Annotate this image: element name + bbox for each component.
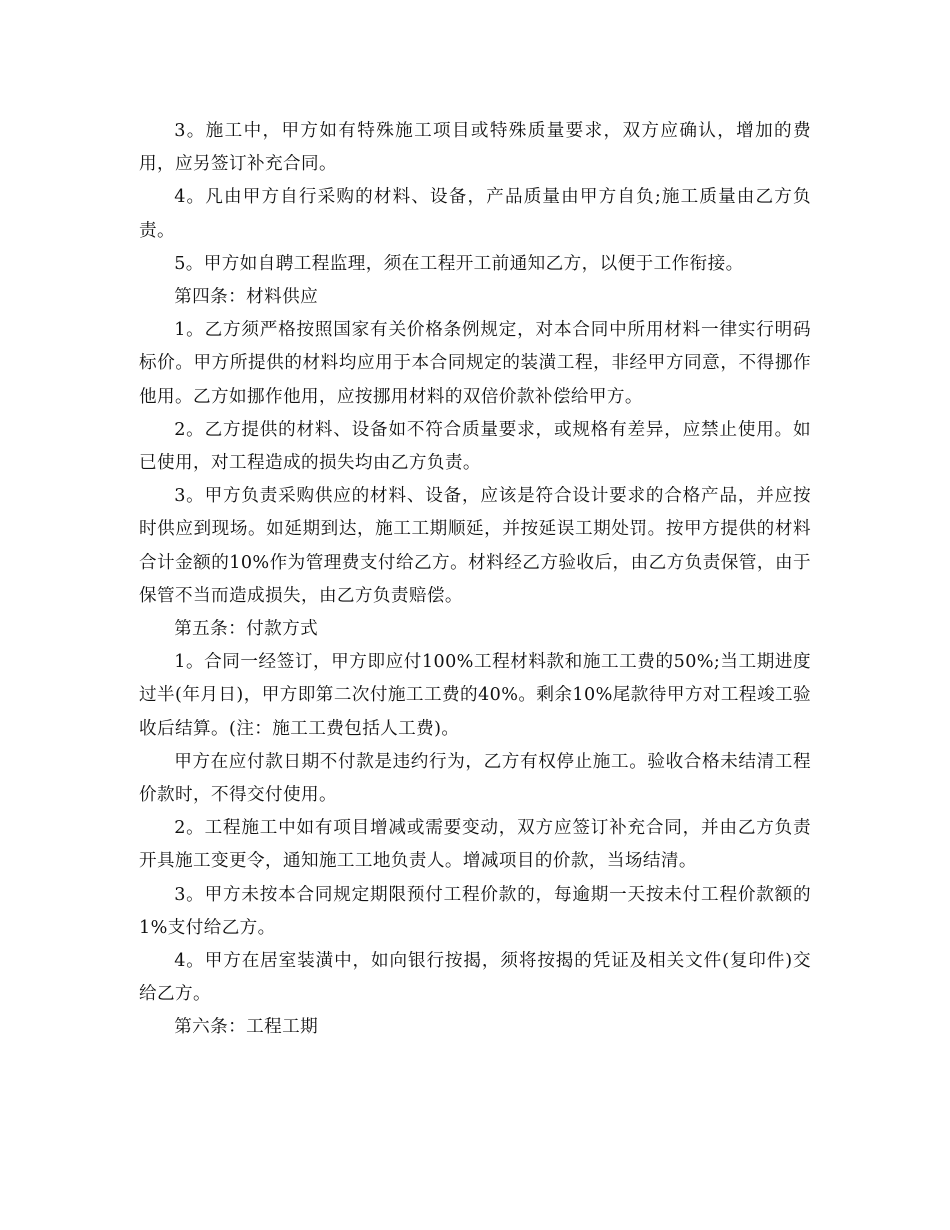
paragraph-article-4-item-2: 2。乙方提供的材料、设备如不符合质量要求，或规格有差异，应禁止使用。如已使用，对工程造成的损失均由乙方负责。	[139, 419, 811, 474]
paragraph-article-5-item-4: 4。甲方在居室装潢中，如向银行按揭，须将按揭的凭证及相关文件(复印件)交给乙方。	[139, 951, 811, 1005]
paragraph-article-5-item-1: 1。合同一经签订，甲方即应付100%工程材料款和施工工费的50%;当工期进度过半(年月日)，甲方即第二次付施工工费的40%。剩余10%尾款待甲方对工程竣工验收后结算。(注：施工工费包括人工费)。	[139, 652, 811, 739]
paragraph-article-4-item-1: 1。乙方须严格按照国家有关价格条例规定，对本合同中所用材料一律实行明码标价。甲方所提供的材料均应用于本合同规定的装潢工程，非经甲方同意，不得挪作他用。乙方如挪作他用，应按挪用材料的双倍价款补偿给甲方。	[139, 320, 811, 407]
document-page	[139, 115, 811, 1045]
paragraph-clause-3-special-requirements: 3。施工中，甲方如有特殊施工项目或特殊质量要求，双方应确认，增加的费用，应另签订补充合同。	[139, 121, 811, 175]
paragraph-clause-5-supervision: 5。甲方如自聘工程监理，须在工程开工前通知乙方，以便于工作衔接。	[174, 253, 744, 274]
paragraph-clause-4-self-purchased-materials: 4。凡由甲方自行采购的材料、设备，产品质量由甲方自负;施工质量由乙方负责。	[139, 187, 811, 241]
section-heading-article-5: 第五条：付款方式	[174, 619, 319, 640]
section-heading-article-4: 第四条：材料供应	[174, 287, 319, 308]
paragraph-article-4-item-3: 3。甲方负责采购供应的材料、设备，应该是符合设计要求的合格产品，并应按时供应到现场。如延期到达，施工工期顺延，并按延误工期处罚。按甲方提供的材料合计金额的10%作为管理费支付给乙方。材料经乙方验收后，由乙方负责保管，由于保管不当而造成损失，由乙方负责赔偿。	[139, 486, 811, 606]
paragraph-article-5-late-payment: 甲方在应付款日期不付款是违约行为，乙方有权停止施工。验收合格未结清工程价款时，不得交付使用。	[139, 751, 811, 806]
section-heading-article-6: 第六条：工程工期	[174, 1017, 319, 1038]
paragraph-article-5-item-3: 3。甲方未按本合同规定期限预付工程价款的，每逾期一天按未付工程价款额的1%支付给乙方。	[139, 884, 811, 938]
paragraph-article-5-item-2: 2。工程施工中如有项目增减或需要变动，双方应签订补充合同，并由乙方负责开具施工变更令，通知施工工地负责人。增减项目的价款，当场结清。	[139, 818, 811, 872]
